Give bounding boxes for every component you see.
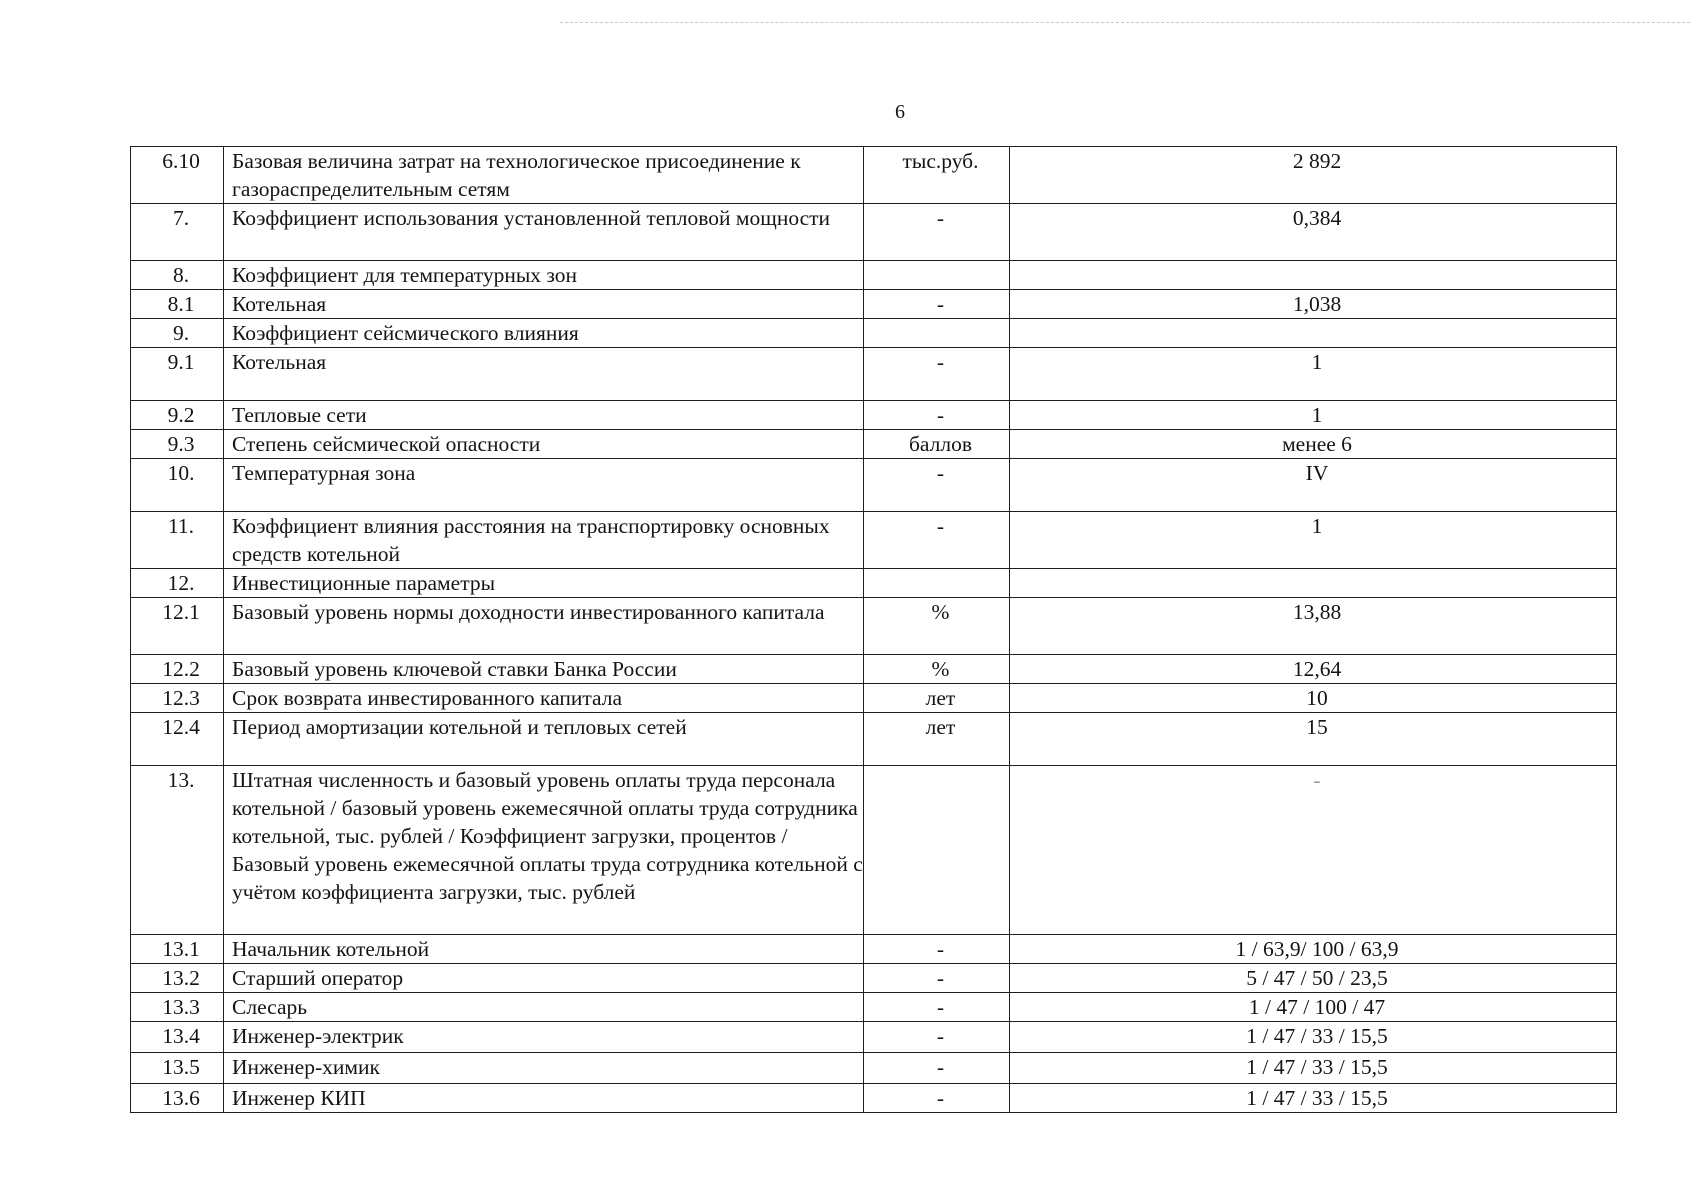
row-number: 13.2 [131, 964, 224, 993]
row-number: 12.2 [131, 655, 224, 684]
row-value: 2 892 [1010, 147, 1617, 204]
table-row [131, 1053, 1617, 1084]
row-number: 13. [131, 766, 224, 935]
row-parameter: Инвестиционные параметры [224, 569, 864, 598]
row-number: 11. [131, 512, 224, 569]
row-parameter: Коэффициент использования установленной тепловой мощности [224, 204, 864, 261]
row-parameter: Начальник котельной [224, 935, 864, 964]
row-number: 12.3 [131, 684, 224, 713]
table-row [131, 766, 1617, 935]
table-row [131, 147, 1617, 204]
row-unit [864, 319, 1010, 348]
row-unit: - [864, 290, 1010, 319]
row-value: 10 [1010, 684, 1617, 713]
row-number: 8. [131, 261, 224, 290]
row-number: 7. [131, 204, 224, 261]
row-value: 15 [1010, 713, 1617, 766]
row-parameter: Тепловые сети [224, 401, 864, 430]
top-scan-rule [560, 22, 1690, 23]
row-number: 9.1 [131, 348, 224, 401]
row-parameter: Инженер-электрик [224, 1022, 864, 1053]
table-row [131, 655, 1617, 684]
row-value: 1 / 47 / 100 / 47 [1010, 993, 1617, 1022]
row-unit: - [864, 935, 1010, 964]
row-number: 13.4 [131, 1022, 224, 1053]
row-value: 1 [1010, 401, 1617, 430]
row-unit: % [864, 598, 1010, 655]
row-unit: - [864, 1084, 1010, 1113]
row-number: 13.6 [131, 1084, 224, 1113]
row-unit: - [864, 964, 1010, 993]
row-parameter: Инженер-химик [224, 1053, 864, 1084]
table-row [131, 684, 1617, 713]
row-parameter: Коэффициент влияния расстояния на транспортировку основных средств котельной [224, 512, 864, 569]
row-unit [864, 569, 1010, 598]
row-value: 13,88 [1010, 598, 1617, 655]
row-parameter: Срок возврата инвестированного капитала [224, 684, 864, 713]
row-parameter: Котельная [224, 348, 864, 401]
row-unit: - [864, 512, 1010, 569]
row-parameter: Температурная зона [224, 459, 864, 512]
table-row [131, 319, 1617, 348]
row-parameter: Коэффициент сейсмического влияния [224, 319, 864, 348]
row-unit: - [864, 348, 1010, 401]
row-number: 12. [131, 569, 224, 598]
row-unit: лет [864, 684, 1010, 713]
row-value: 1 / 47 / 33 / 15,5 [1010, 1022, 1617, 1053]
table-row [131, 459, 1617, 512]
row-parameter: Период амортизации котельной и тепловых сетей [224, 713, 864, 766]
row-unit: - [864, 1053, 1010, 1084]
row-parameter: Базовая величина затрат на технологическое присоединение к газораспределительным сетям [224, 147, 864, 204]
row-number: 9.3 [131, 430, 224, 459]
row-unit: лет [864, 713, 1010, 766]
row-value: менее 6 [1010, 430, 1617, 459]
row-value [1010, 319, 1617, 348]
row-unit: - [864, 1022, 1010, 1053]
row-number: 9. [131, 319, 224, 348]
row-unit: % [864, 655, 1010, 684]
row-number: 8.1 [131, 290, 224, 319]
row-number: 9.2 [131, 401, 224, 430]
row-unit: - [864, 459, 1010, 512]
table-row [131, 569, 1617, 598]
table-row [131, 261, 1617, 290]
row-number: 6.10 [131, 147, 224, 204]
row-value: 12,64 [1010, 655, 1617, 684]
row-value: 1 [1010, 512, 1617, 569]
row-parameter: Котельная [224, 290, 864, 319]
row-number: 12.4 [131, 713, 224, 766]
table-row [131, 598, 1617, 655]
table-row [131, 935, 1617, 964]
row-value: 1 / 47 / 33 / 15,5 [1010, 1053, 1617, 1084]
row-number: 13.5 [131, 1053, 224, 1084]
page-number: 6 [895, 101, 905, 123]
row-number: 13.3 [131, 993, 224, 1022]
table-row [131, 1084, 1617, 1113]
table-row [131, 430, 1617, 459]
row-unit: - [864, 993, 1010, 1022]
table-row [131, 348, 1617, 401]
parameters-table [130, 146, 1617, 1113]
row-unit [864, 261, 1010, 290]
row-value [1010, 569, 1617, 598]
table-row [131, 1022, 1617, 1053]
row-number: 12.1 [131, 598, 224, 655]
row-parameter: Инженер КИП [224, 1084, 864, 1113]
row-unit: - [864, 204, 1010, 261]
row-value [1010, 261, 1617, 290]
row-parameter: Слесарь [224, 993, 864, 1022]
row-parameter: Базовый уровень ключевой ставки Банка России [224, 655, 864, 684]
table-row [131, 290, 1617, 319]
row-number: 13.1 [131, 935, 224, 964]
row-parameter: Степень сейсмической опасности [224, 430, 864, 459]
row-value: - [1010, 766, 1617, 935]
row-unit: баллов [864, 430, 1010, 459]
row-value: 1 [1010, 348, 1617, 401]
table-row [131, 401, 1617, 430]
row-value: 1,038 [1010, 290, 1617, 319]
row-value: 5 / 47 / 50 / 23,5 [1010, 964, 1617, 993]
row-parameter: Старший оператор [224, 964, 864, 993]
row-value: IV [1010, 459, 1617, 512]
row-parameter: Базовый уровень нормы доходности инвестированного капитала [224, 598, 864, 655]
row-unit: тыс.руб. [864, 147, 1010, 204]
row-unit [864, 766, 1010, 935]
row-parameter: Штатная численность и базовый уровень оплаты труда персонала котельной / базовый уровень ежемесячной оплаты труда сотрудника котельной, тыс. рублей / Коэффициент загрузки, процентов / Базовый уровень ежемесячной оплаты труда сотрудника котельной с учётом коэффициента загрузки, тыс. рублей [224, 766, 864, 935]
table-row [131, 713, 1617, 766]
row-unit: - [864, 401, 1010, 430]
row-number: 10. [131, 459, 224, 512]
table-row [131, 204, 1617, 261]
table-row [131, 964, 1617, 993]
row-value: 1 / 63,9/ 100 / 63,9 [1010, 935, 1617, 964]
row-parameter: Коэффициент для температурных зон [224, 261, 864, 290]
row-value: 1 / 47 / 33 / 15,5 [1010, 1084, 1617, 1113]
table-row [131, 993, 1617, 1022]
table-row [131, 512, 1617, 569]
row-value: 0,384 [1010, 204, 1617, 261]
